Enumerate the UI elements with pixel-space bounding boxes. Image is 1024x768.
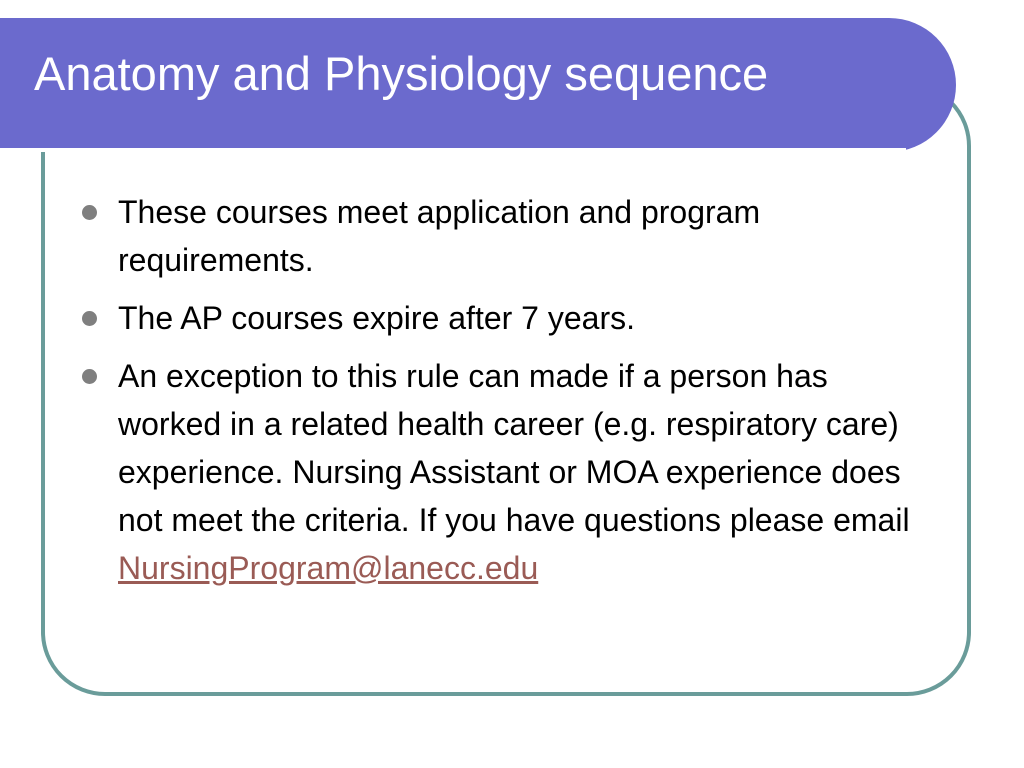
bullet-icon [82, 311, 97, 326]
bullet-icon [82, 369, 97, 384]
bullet-text: An exception to this rule can made if a person has worked in a related health career (e.g. respiratory care) experience. Nursing Assistant or MOA experience does not meet the criteria. If you have questions please email [118, 358, 910, 538]
bullet-item-requirements [80, 188, 920, 284]
bullet-item-exception [80, 352, 920, 592]
title-underline [0, 148, 906, 152]
nursing-program-email-link[interactable]: NursingProgram@lanecc.edu [118, 550, 539, 586]
bullet-text: These courses meet application and program requirements. [118, 194, 761, 278]
bullet-text: The AP courses expire after 7 years. [118, 300, 635, 336]
bullet-icon [82, 205, 97, 220]
bullet-list [80, 188, 920, 602]
bullet-item-expiration [80, 294, 920, 342]
slide-title: Anatomy and Physiology sequence [34, 47, 769, 100]
